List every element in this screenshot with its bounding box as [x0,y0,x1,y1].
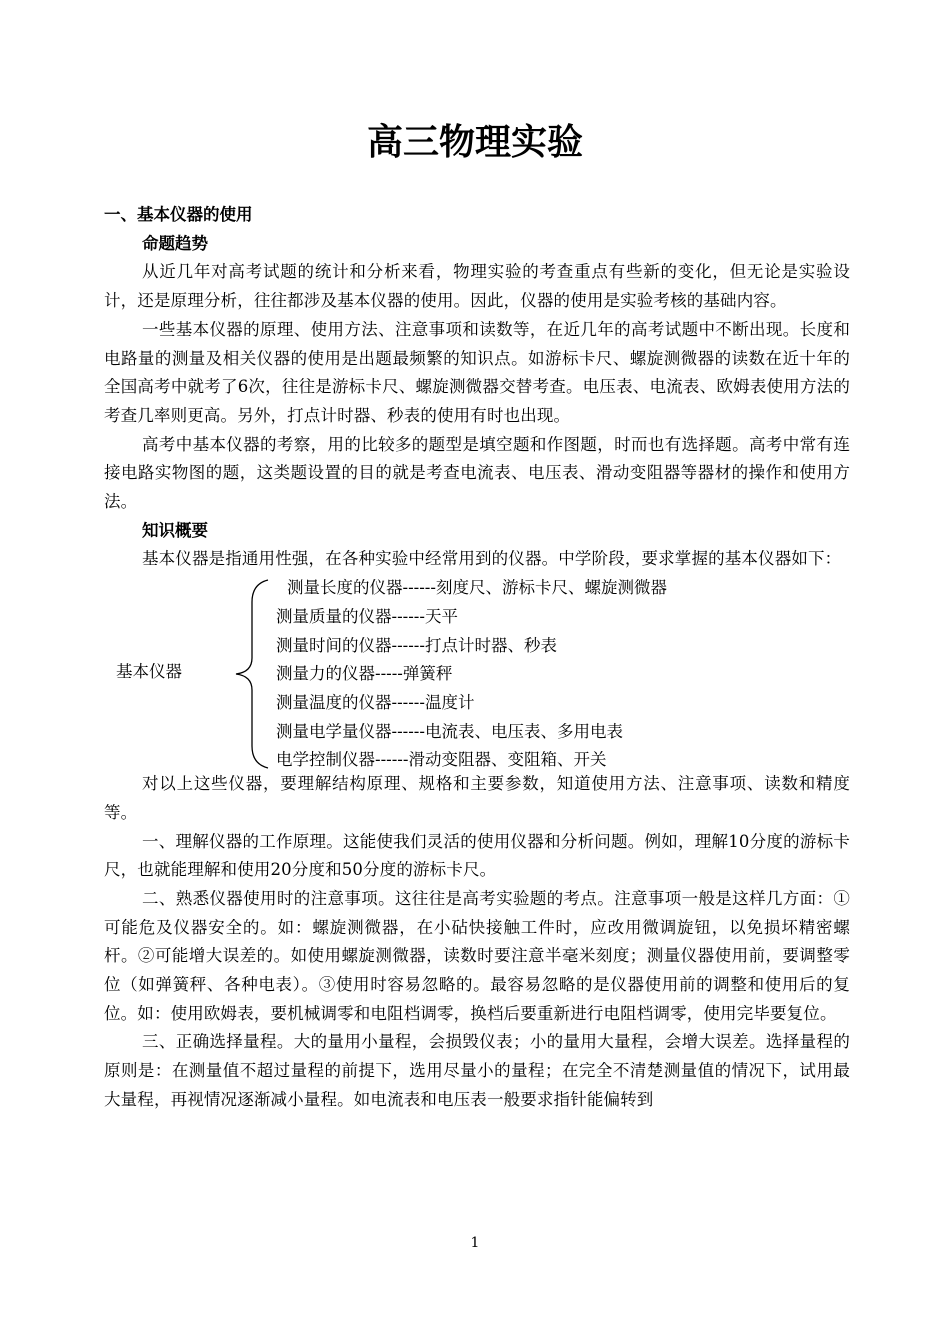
paragraph-overview-intro: 基本仪器是指通用性强，在各种实验中经常用到的仪器。中学阶段，要求掌握的基本仪器如下： [142,549,842,569]
page-number: 1 [470,1235,480,1251]
section-heading: 一、基本仪器的使用 [104,205,253,224]
diagram-items [276,574,667,775]
diagram-item: 测量电学量仪器------电流表、电压表、多用电表 [276,721,623,741]
diagram-root-label: 基本仪器 [116,662,182,682]
paragraph-trend-1: 从近几年对高考试题的统计和分析来看，物理实验的考查重点有些新的变化，但无论是实验设计，还是原理分析，往往都涉及基本仪器的使用。因此，仪器的使用是实验考核的基础内容。 [104,262,850,311]
instrument-classification-diagram [104,574,850,770]
diagram-item: 电学控制仪器------滑动变阻器、变阻箱、开关 [276,750,607,770]
curly-brace-icon [230,576,270,772]
subheading-overview: 知识概要 [142,520,208,540]
diagram-item: 测量长度的仪器------刻度尺、游标卡尺、螺旋测微器 [287,578,667,598]
paragraph-after-1: 对以上这些仪器，要理解结构原理、规格和主要参数，知道使用方法、注意事项、读数和精度等。 [104,774,850,822]
paragraph-after-4: 三、正确选择量程。大的量用小量程，会损毁仪表；小的量用大量程，会增大误差。选择量程的原则是：在测量值不超过量程的前提下，选用尽量小的量程；在完全不清楚测量值的情况下，试用最大量程，再视情况逐渐减小量程。如电流表和电压表一般要求指针能偏转到 [104,1032,850,1109]
paragraph-after-2: 一、理解仪器的工作原理。这能使我们灵活的使用仪器和分析问题。例如，理解10分度的游标卡尺，也就能理解和使用20分度和50分度的游标卡尺。 [104,831,850,880]
diagram-item: 测量时间的仪器------打点计时器、秒表 [276,635,557,655]
document-title: 高三物理实验 [366,122,583,163]
diagram-item: 测量质量的仪器------天平 [276,606,458,626]
subheading-trend: 命题趋势 [142,233,208,253]
document-body [104,201,850,1115]
diagram-item: 测量力的仪器-----弹簧秤 [276,664,453,684]
paragraph-trend-2: 一些基本仪器的原理、使用方法、注意事项和读数等，在近几年的高考试题中不断出现。长度和电路量的测量及相关仪器的使用是出题最频繁的知识点。如游标卡尺、螺旋测微器的读数在近十年的全国高考中就考了6次，往往是游标卡尺、螺旋测微器交替考查。电压表、电流表、欧姆表使用方法的考查几率则更高。另外，打点计时器、秒表的使用有时也出现。 [104,319,850,425]
paragraph-after-3: 二、熟悉仪器使用时的注意事项。这往往是高考实验题的考点。注意事项一般是这样几方面：①可能危及仪器安全的。如：螺旋测微器，在小砧快接触工件时，应改用微调旋钮，以免损坏精密螺杆。②可能增大误差的。如使用螺旋测微器，读数时要注意半毫米刻度；测量仪器使用前，要调整零位（如弹簧秤、各种电表）。③使用时容易忽略的。最容易忽略的是仪器使用前的调整和使用后的复位。如：使用欧姆表，要机械调零和电阻档调零，换档后要重新进行电阻档调零，使用完毕要复位。 [104,888,850,1023]
paragraph-trend-3: 高考中基本仪器的考察，用的比较多的题型是填空题和作图题，时而也有选择题。高考中常有连接电路实物图的题，这类题设置的目的就是考查电流表、电压表、滑动变阻器等器材的操作和使用方法。 [104,434,850,512]
diagram-item: 测量温度的仪器------温度计 [276,692,475,712]
